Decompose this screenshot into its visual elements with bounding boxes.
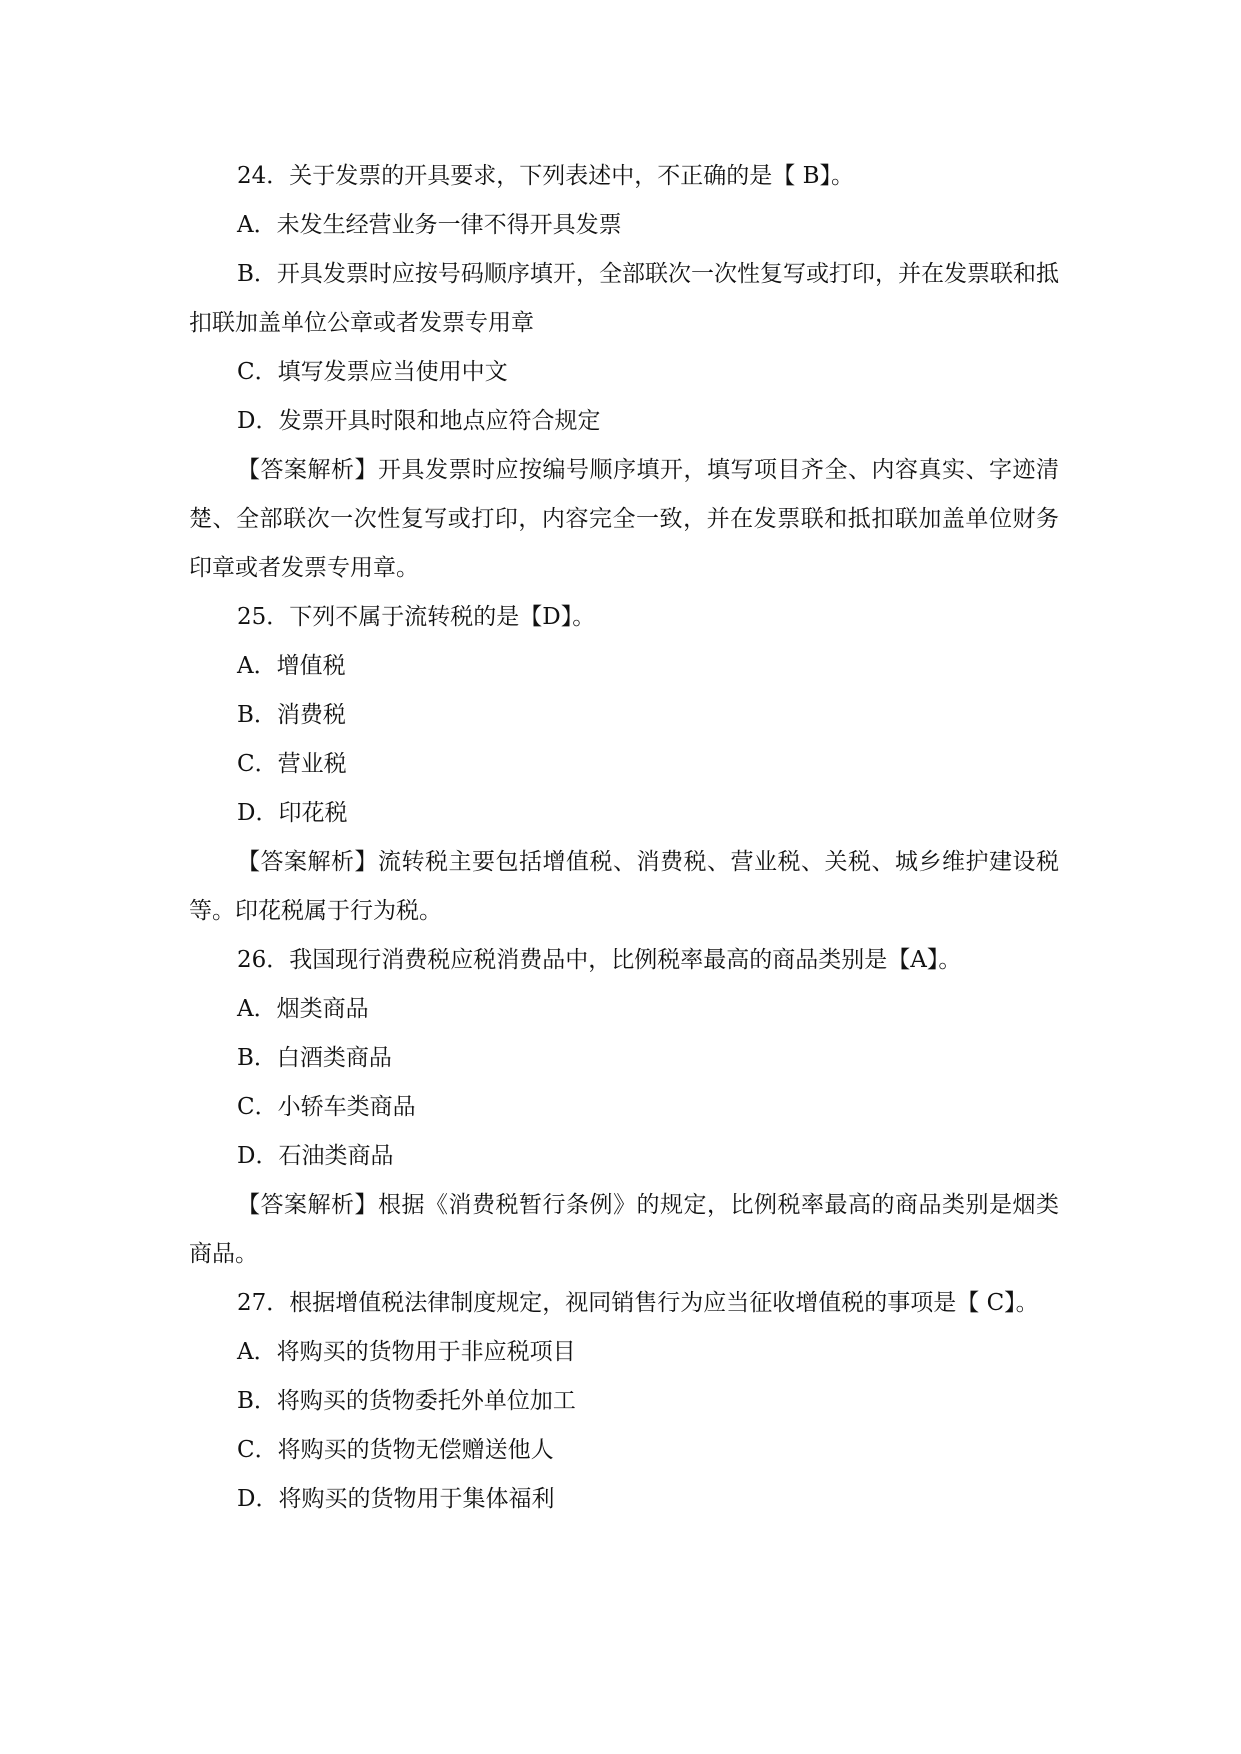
option-d: D．将购买的货物用于集体福利 — [237, 1486, 555, 1512]
option-c: C．小轿车类商品 — [237, 1094, 416, 1120]
option-b: B．将购买的货物委托外单位加工 — [237, 1388, 576, 1414]
option-c: C．将购买的货物无偿赠送他人 — [237, 1437, 554, 1463]
option-b: B．白酒类商品 — [237, 1045, 392, 1071]
document-page — [189, 152, 1059, 1524]
question-stem: 26．我国现行消费税应税消费品中，比例税率最高的商品类别是【A】。 — [237, 947, 962, 973]
answer-analysis: 【答案解析】开具发票时应按编号顺序填开，填写项目齐全、内容真实、字迹清楚、全部联次一次性复写或打印，内容完全一致，并在发票联和抵扣联加盖单位财务印章或者发票专用章。 — [189, 457, 1059, 581]
option-c: C．填写发票应当使用中文 — [237, 359, 508, 385]
question-stem: 27．根据增值税法律制度规定，视同销售行为应当征收增值税的事项是【 C】。 — [237, 1290, 1039, 1316]
answer-analysis: 【答案解析】根据《消费税暂行条例》的规定，比例税率最高的商品类别是烟类商品。 — [189, 1192, 1059, 1267]
option-a: A．增值税 — [237, 653, 346, 679]
question-stem: 25．下列不属于流转税的是【D】。 — [237, 604, 596, 630]
option-a: A．将购买的货物用于非应税项目 — [237, 1339, 576, 1365]
option-a: A．烟类商品 — [237, 996, 369, 1022]
option-d: D．发票开具时限和地点应符合规定 — [237, 408, 601, 434]
option-a: A．未发生经营业务一律不得开具发票 — [237, 212, 622, 238]
option-c: C．营业税 — [237, 751, 347, 777]
option-b: B．开具发票时应按号码顺序填开，全部联次一次性复写或打印，并在发票联和抵扣联加盖单位公章或者发票专用章 — [189, 261, 1059, 336]
option-d: D．印花税 — [237, 800, 348, 826]
answer-analysis: 【答案解析】流转税主要包括增值税、消费税、营业税、关税、城乡维护建设税等。印花税属于行为税。 — [189, 849, 1059, 924]
option-d: D．石油类商品 — [237, 1143, 394, 1169]
option-b: B．消费税 — [237, 702, 346, 728]
question-stem: 24．关于发票的开具要求，下列表述中，不正确的是【 B】。 — [237, 163, 854, 189]
